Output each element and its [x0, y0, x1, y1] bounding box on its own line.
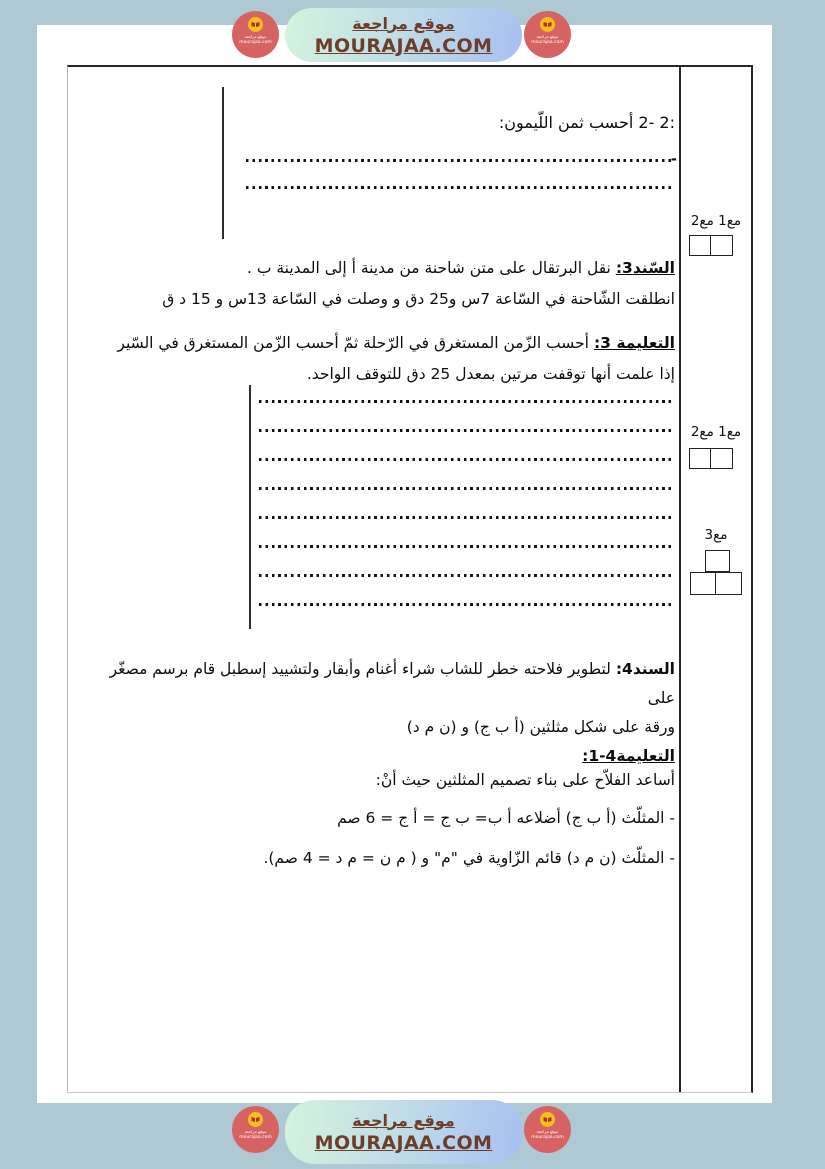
- answer-margin-rule: [222, 87, 224, 239]
- mark-label-1: مع1 مع2: [690, 213, 742, 229]
- dotted-answer-line: [246, 159, 671, 162]
- instruction-3-title: التعليمة 3:: [593, 334, 675, 352]
- dotted-answer-line: [259, 574, 673, 577]
- support-3-line2: انطلقت الشّاحنة في السّاعة 7س و25 دق و وصلت في السّاعة 13س و 15 د ق: [162, 290, 675, 308]
- dotted-answer-line: [259, 545, 673, 548]
- question-text: أحسب ثمن اللّيمون:: [498, 113, 634, 132]
- score-box: [689, 235, 712, 256]
- mark-label-3: مع3: [704, 527, 728, 543]
- question-2-2: [499, 107, 675, 138]
- triangle-abj-spec: - المثلّث (أ ب ج) أضلاعه أ ب= ب ج = أ ج = 6 صم: [337, 809, 675, 827]
- site-name-arabic[interactable]: موقع مراجعة: [352, 13, 455, 33]
- support-4-line1: لتطوير فلاحته خطر للشاب شراء أغنام وأبقار ولتشييد إسطبل قام برسم مصغّر على: [109, 660, 675, 707]
- header-banner: [285, 8, 522, 62]
- instruction-3: [78, 328, 675, 390]
- score-box: [715, 572, 742, 595]
- score-box: [690, 572, 717, 595]
- support-3: [78, 253, 675, 315]
- mark-label-2: مع1 مع2: [690, 424, 742, 440]
- score-box: [710, 448, 733, 469]
- logo-text-domain: mourajaa.com: [531, 40, 564, 45]
- site-domain-link[interactable]: MOURAJAA.COM: [314, 1131, 493, 1154]
- logo-text-arabic: موقع مراجعة: [536, 34, 559, 39]
- score-box: [710, 235, 733, 256]
- instruction-3-line2: إذا علمت أنها توقفت مرتين بمعدل 25 دق للتوقف الواحد.: [306, 365, 675, 383]
- logo-text-domain: mourajaa.com: [239, 40, 272, 45]
- logo-text-domain: mourajaa.com: [531, 1135, 564, 1140]
- score-box: [705, 550, 730, 572]
- site-name-arabic[interactable]: موقع مراجعة: [352, 1110, 455, 1130]
- site-logo: [524, 11, 571, 58]
- dotted-answer-line: [259, 516, 673, 519]
- question-number: 2- 2:: [638, 113, 675, 132]
- content-frame: [67, 65, 753, 1093]
- answer-margin-rule: [249, 385, 251, 629]
- dotted-answer-line: [246, 186, 671, 189]
- book-icon: [540, 17, 555, 32]
- logo-text-arabic: موقع مراجعة: [244, 1129, 267, 1134]
- mark-boxes-3-bottom: [690, 572, 742, 595]
- support-4: [78, 655, 675, 771]
- footer-banner: [285, 1100, 522, 1164]
- site-logo: [232, 11, 279, 58]
- mark-boxes-1: [689, 235, 733, 256]
- support-4-title: السند4:: [615, 660, 675, 678]
- logo-text-arabic: موقع مراجعة: [244, 34, 267, 39]
- book-icon: [248, 1112, 263, 1127]
- book-icon: [540, 1112, 555, 1127]
- dotted-answer-line: [259, 400, 673, 403]
- site-logo: [524, 1106, 571, 1153]
- answer-dash: -: [670, 150, 677, 168]
- mark-boxes-3-top: [705, 550, 730, 572]
- instruction-3-line1: أحسب الزّمن المستغرق في الرّحلة ثمّ أحسب الزّمن المستغرق في السّير: [117, 334, 589, 352]
- support-4-line2: ورقة على شكل مثلثين (أ ب ج) و (ن م د): [406, 718, 675, 736]
- dotted-answer-line: [259, 458, 673, 461]
- support-3-title: السّند3:: [615, 259, 675, 277]
- book-icon: [248, 17, 263, 32]
- exam-body: [68, 67, 679, 1092]
- dotted-answer-line: [259, 603, 673, 606]
- instruction-4-1-title: التعليمة4-1:: [582, 747, 675, 765]
- mark-boxes-2: [689, 448, 733, 469]
- dotted-answer-line: [259, 429, 673, 432]
- triangles-intro: أساعد الفلاّح على بناء تصميم المثلثين حيث أنْ:: [375, 771, 675, 789]
- support-3-line1: نقل البرتقال على متن شاحنة من مدينة أ إلى المدينة ب .: [246, 259, 611, 277]
- site-logo: [232, 1106, 279, 1153]
- dotted-answer-line: [259, 487, 673, 490]
- logo-text-arabic: موقع مراجعة: [536, 1129, 559, 1134]
- triangle-nmd-spec: - المثلّث (ن م د) قائم الزّاوية في "م" و ( م ن = م د = 4 صم).: [263, 849, 675, 867]
- logo-text-domain: mourajaa.com: [239, 1135, 272, 1140]
- grading-column: [679, 67, 751, 1092]
- site-domain-link[interactable]: MOURAJAA.COM: [314, 34, 493, 57]
- score-box: [689, 448, 712, 469]
